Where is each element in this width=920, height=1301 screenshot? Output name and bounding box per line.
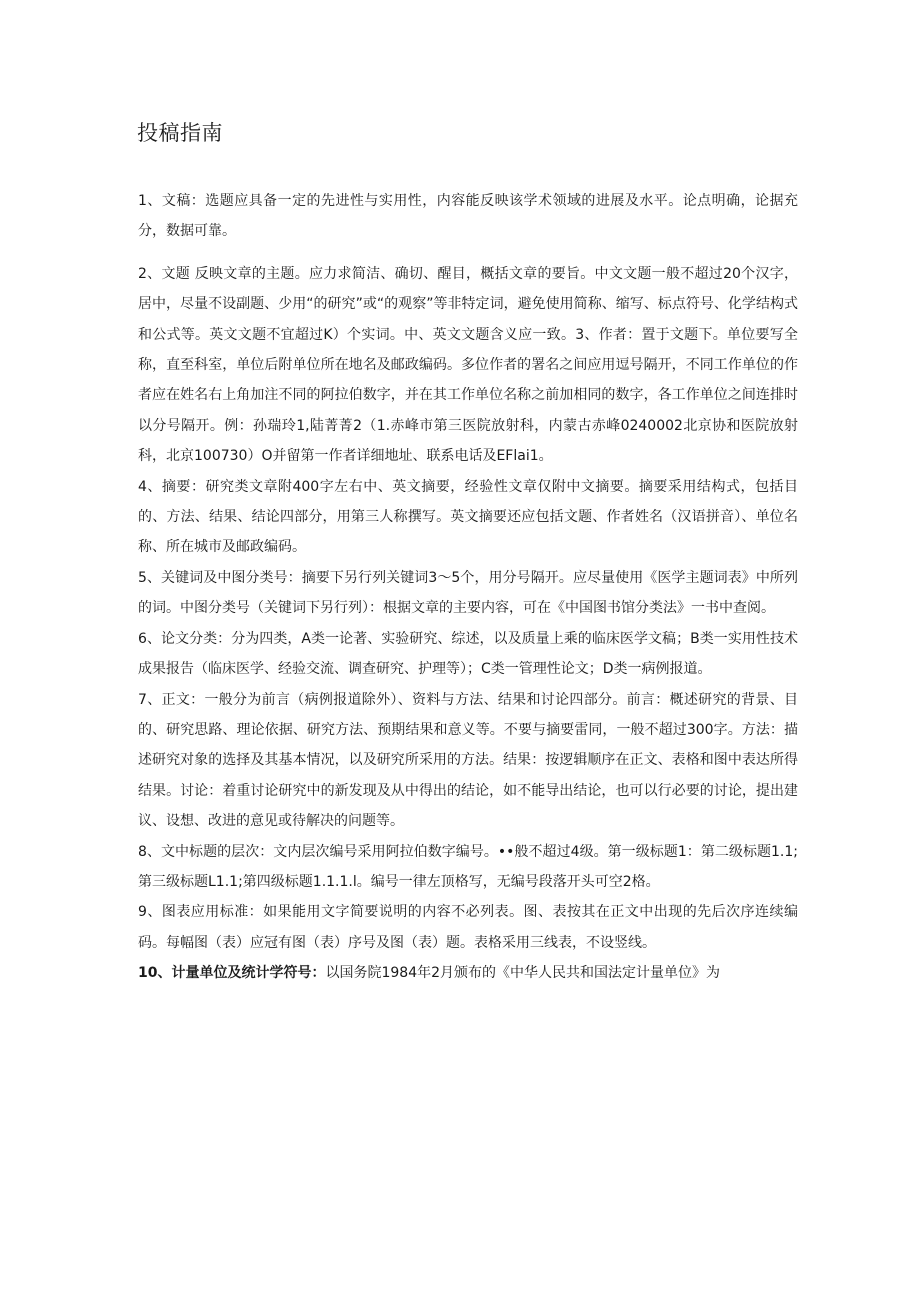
units-body: 以国务院1984年2月颁布的《中华人民共和国法定计量单位》为: [325, 965, 721, 982]
paragraph-units: [138, 958, 798, 988]
paragraph-abstract: 4、摘要：研究类文章附400字左右中、英文摘要，经验性文章仅附中文摘要。摘要采用结构式，包括目的、方法、结果、结论四部分，用第三人称撰写。英文摘要还应包括文题、作者姓名（汉语拼音）、单位名称、所在城市及邮政编码。: [138, 478, 798, 556]
document-body: [138, 186, 798, 989]
paragraph-manuscript: 1、文稿：选题应具备一定的先进性与实用性，内容能反映该学术领域的进展及水平。论点明确，论据充分，数据可靠。: [138, 193, 798, 240]
paragraph-figures-tables: 9、图表应用标准：如果能用文字简要说明的内容不必列表。图、表按其在正文中出现的先后次序连续编码。每幅图（表）应冠有图（表）序号及图（表）题。表格采用三线表，不设竖线。: [138, 904, 798, 951]
paragraph-heading-levels: 8、文中标题的层次：文内层次编号采用阿拉伯数字编号。••般不超过4级。第一级标题1：第二级标题1.1;第三级标题L1.1;第四级标题1.1.1.l。编号一律左顶格写，无编号段落开头可空2格。: [138, 843, 798, 890]
paragraph-classification: 6、论文分类：分为四类，A类一论著、实验研究、综述，以及质量上乘的临床医学文稿；B类一实用性技术成果报告（临床医学、经验交流、调查研究、护理等）；C类一管理性论文；D类一病例报道。: [138, 630, 798, 678]
units-heading: 10、计量单位及统计学符号：: [138, 965, 326, 982]
paragraph-title-and-authors: 2、文题 反映文章的主题。应力求简洁、确切、醒目，概括文章的要旨。中文文题一般不超过20个汉字，居中，尽量不设副题、少用“的研究”或“的观察”等非特定词，避免使用简称、缩写、标点符号、化学结构式和公式等。英文文题不宜超过K）个实词。中、英文文题含义应一致。3、作者：置于文题下。单位要写全称，直至科室，单位后附单位所在地名及邮政编码。多位作者的署名之间应用逗号隔开，不同工作单位的作者应在姓名右上角加注不同的阿拉伯数字，并在其工作单位名称之前加相同的数字，各工作单位之间连排时以分号隔开。例：孙瑞玲1,陆菁菁2（1.赤峰市第三医院放射科，内蒙古赤峰0240002北京协和医院放射科，北京100730）O并留第一作者详细地址、联系电话及EFlai1。: [138, 265, 798, 465]
paragraph-keywords: 5、关键词及中图分类号：摘要下另行列关键词3～5个，用分号隔开。应尽量使用《医学主题词表》中所列的词。中图分类号（关键词下另行列）：根据文章的主要内容，可在《中国图书馆分类法》一书中查阅。: [138, 569, 798, 617]
paragraph-main-text: 7、正文：一般分为前言（病例报道除外）、资料与方法、结果和讨论四部分。前言：概述研究的背景、目的、研究思路、理论依据、研究方法、预期结果和意义等。不要与摘要雷同，一般不超过300字。方法：描述研究对象的选择及其基本情况，以及研究所采用的方法。结果：按逻辑顺序在正文、表格和图中表达所得结果。讨论：着重讨论研究中的新发现及从中得出的结论，如不能导出结论，也可以行必要的讨论，提出建议、设想、改进的意见或待解决的问题等。: [138, 691, 798, 830]
page-title: 投稿指南: [137, 121, 223, 145]
